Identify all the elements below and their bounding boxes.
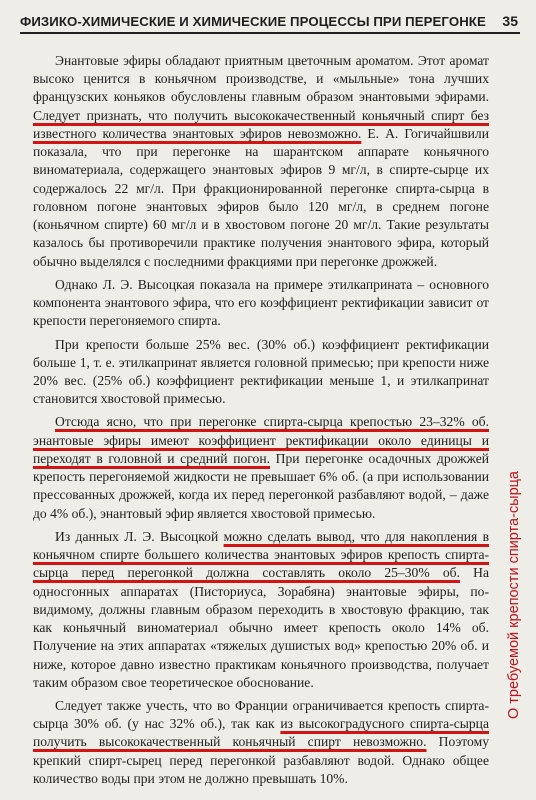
text-span: Энантовые эфиры обладают приятным цветочным ароматом. Этот аромат высоко ценится в коньячном производстве, и «мыльные» тона лучших французских коньяков обусловлены главным образом энантовыми эфирами. xyxy=(33,53,489,105)
running-header xyxy=(20,10,520,34)
highlighted-text: можно сделать вывод, что для накопления в коньячном спирте большего количества энантовых эфиров крепость спирта-сырца перед перегонкой должна составлять около 25–30% об. xyxy=(33,528,490,581)
paragraph xyxy=(33,276,489,331)
page-number: 35 xyxy=(502,13,518,29)
paragraph xyxy=(33,528,489,692)
text-span: Из данных Л. Э. Высоцкой xyxy=(55,528,224,544)
text-span: При крепости больше 25% вес. (30% об.) коэффициент ректификации больше 1, т. е. этилкапринат является головной примесью; при крепости ниже 20% вес. (25% об.) коэффициент ректификации меньше 1, и этилкапринат становится хвостовой примесью. xyxy=(33,336,489,407)
text-span: Е. А. Гогичайшвили показала, что при перегонке на шарантском аппарате коньячного виноматериала, содержащего энантовых эфиров 9 мг/л, в спирте-сырце их содержалось 22 мг/л. При фракционированной перегонке спирта-сырца в головном погоне энантовых эфиров было 120 мг/л, в среднем погоне (коньячном спирте) 60 мг/л и в хвостовом погоне 20 мг/л. Такие результаты казалось бы противоречили практике получения энантового эфира, который обычно выделялся с последними фракциями при перегонке дрожжей. xyxy=(33,125,489,269)
text-span: На односгонных аппаратах (Писториуса, Зорабяна) энантовые эфиры, по-видимому, должны главным образом переходить в хвостовую фракцию, так как коньячный виноматериал обычно имеет крепость около 14% об. Получение на этих аппаратах «тяжелых душистых вод» крепостью 20% об. и ниже, которое давно известно практикам коньячного производства, получает таким образом свое теоретическое обоснование. xyxy=(33,565,490,690)
text-span: Поэтому крепкий спирт-сырец перед перегонкой разбавляют водой. Однако общее количество воды при этом не должно превышать 10%. xyxy=(33,734,489,786)
paragraph xyxy=(33,697,489,788)
margin-note-text: О требуемой крепости спирта-сырца xyxy=(506,470,522,720)
highlighted-text: Отсюда ясно, что при перегонке спирта-сырца крепостью 23–32% об. энантовые эфиры имеют коэффициент ректификации около единицы и переходят в головной и средний погон. xyxy=(33,414,489,466)
paragraph xyxy=(33,336,489,409)
text-span: При перегонке осадочных дрожжей крепость перегоняемой жидкости не превышает 6% об. (а при использовании прессованных дрожжей, когда их перед перегонкой разбавляют водой, – даже до 4% об.), энантовый эфир является хвостовой примесью. xyxy=(33,450,490,521)
paragraph xyxy=(33,413,489,522)
paragraph xyxy=(33,52,489,271)
text-span: Однако Л. Э. Высоцкая показала на примере этилкаприната – основного компонента энантового эфира, что его коэффициент ректификации зависит от крепости перегоняемого спирта. xyxy=(33,276,489,329)
margin-note xyxy=(499,430,529,760)
text-span: Следует также учесть, что во Франции ограничивается крепость спирта-сырца 30% об. (у нас 32% об.), так как xyxy=(33,697,489,732)
chapter-title: ФИЗИКО-ХИМИЧЕСКИЕ И ХИМИЧЕСКИЕ ПРОЦЕССЫ ПРИ ПЕРЕГОНКЕ xyxy=(20,14,486,29)
body-text xyxy=(33,52,489,788)
highlighted-text: Следует признать, что получить высококачественный коньячный спирт без известного количества энантовых эфиров невозможно. xyxy=(33,107,489,141)
highlighted-text: из высокоградусного спирта-сырца получить высококачественный коньячный спирт невозможно. xyxy=(33,716,489,750)
